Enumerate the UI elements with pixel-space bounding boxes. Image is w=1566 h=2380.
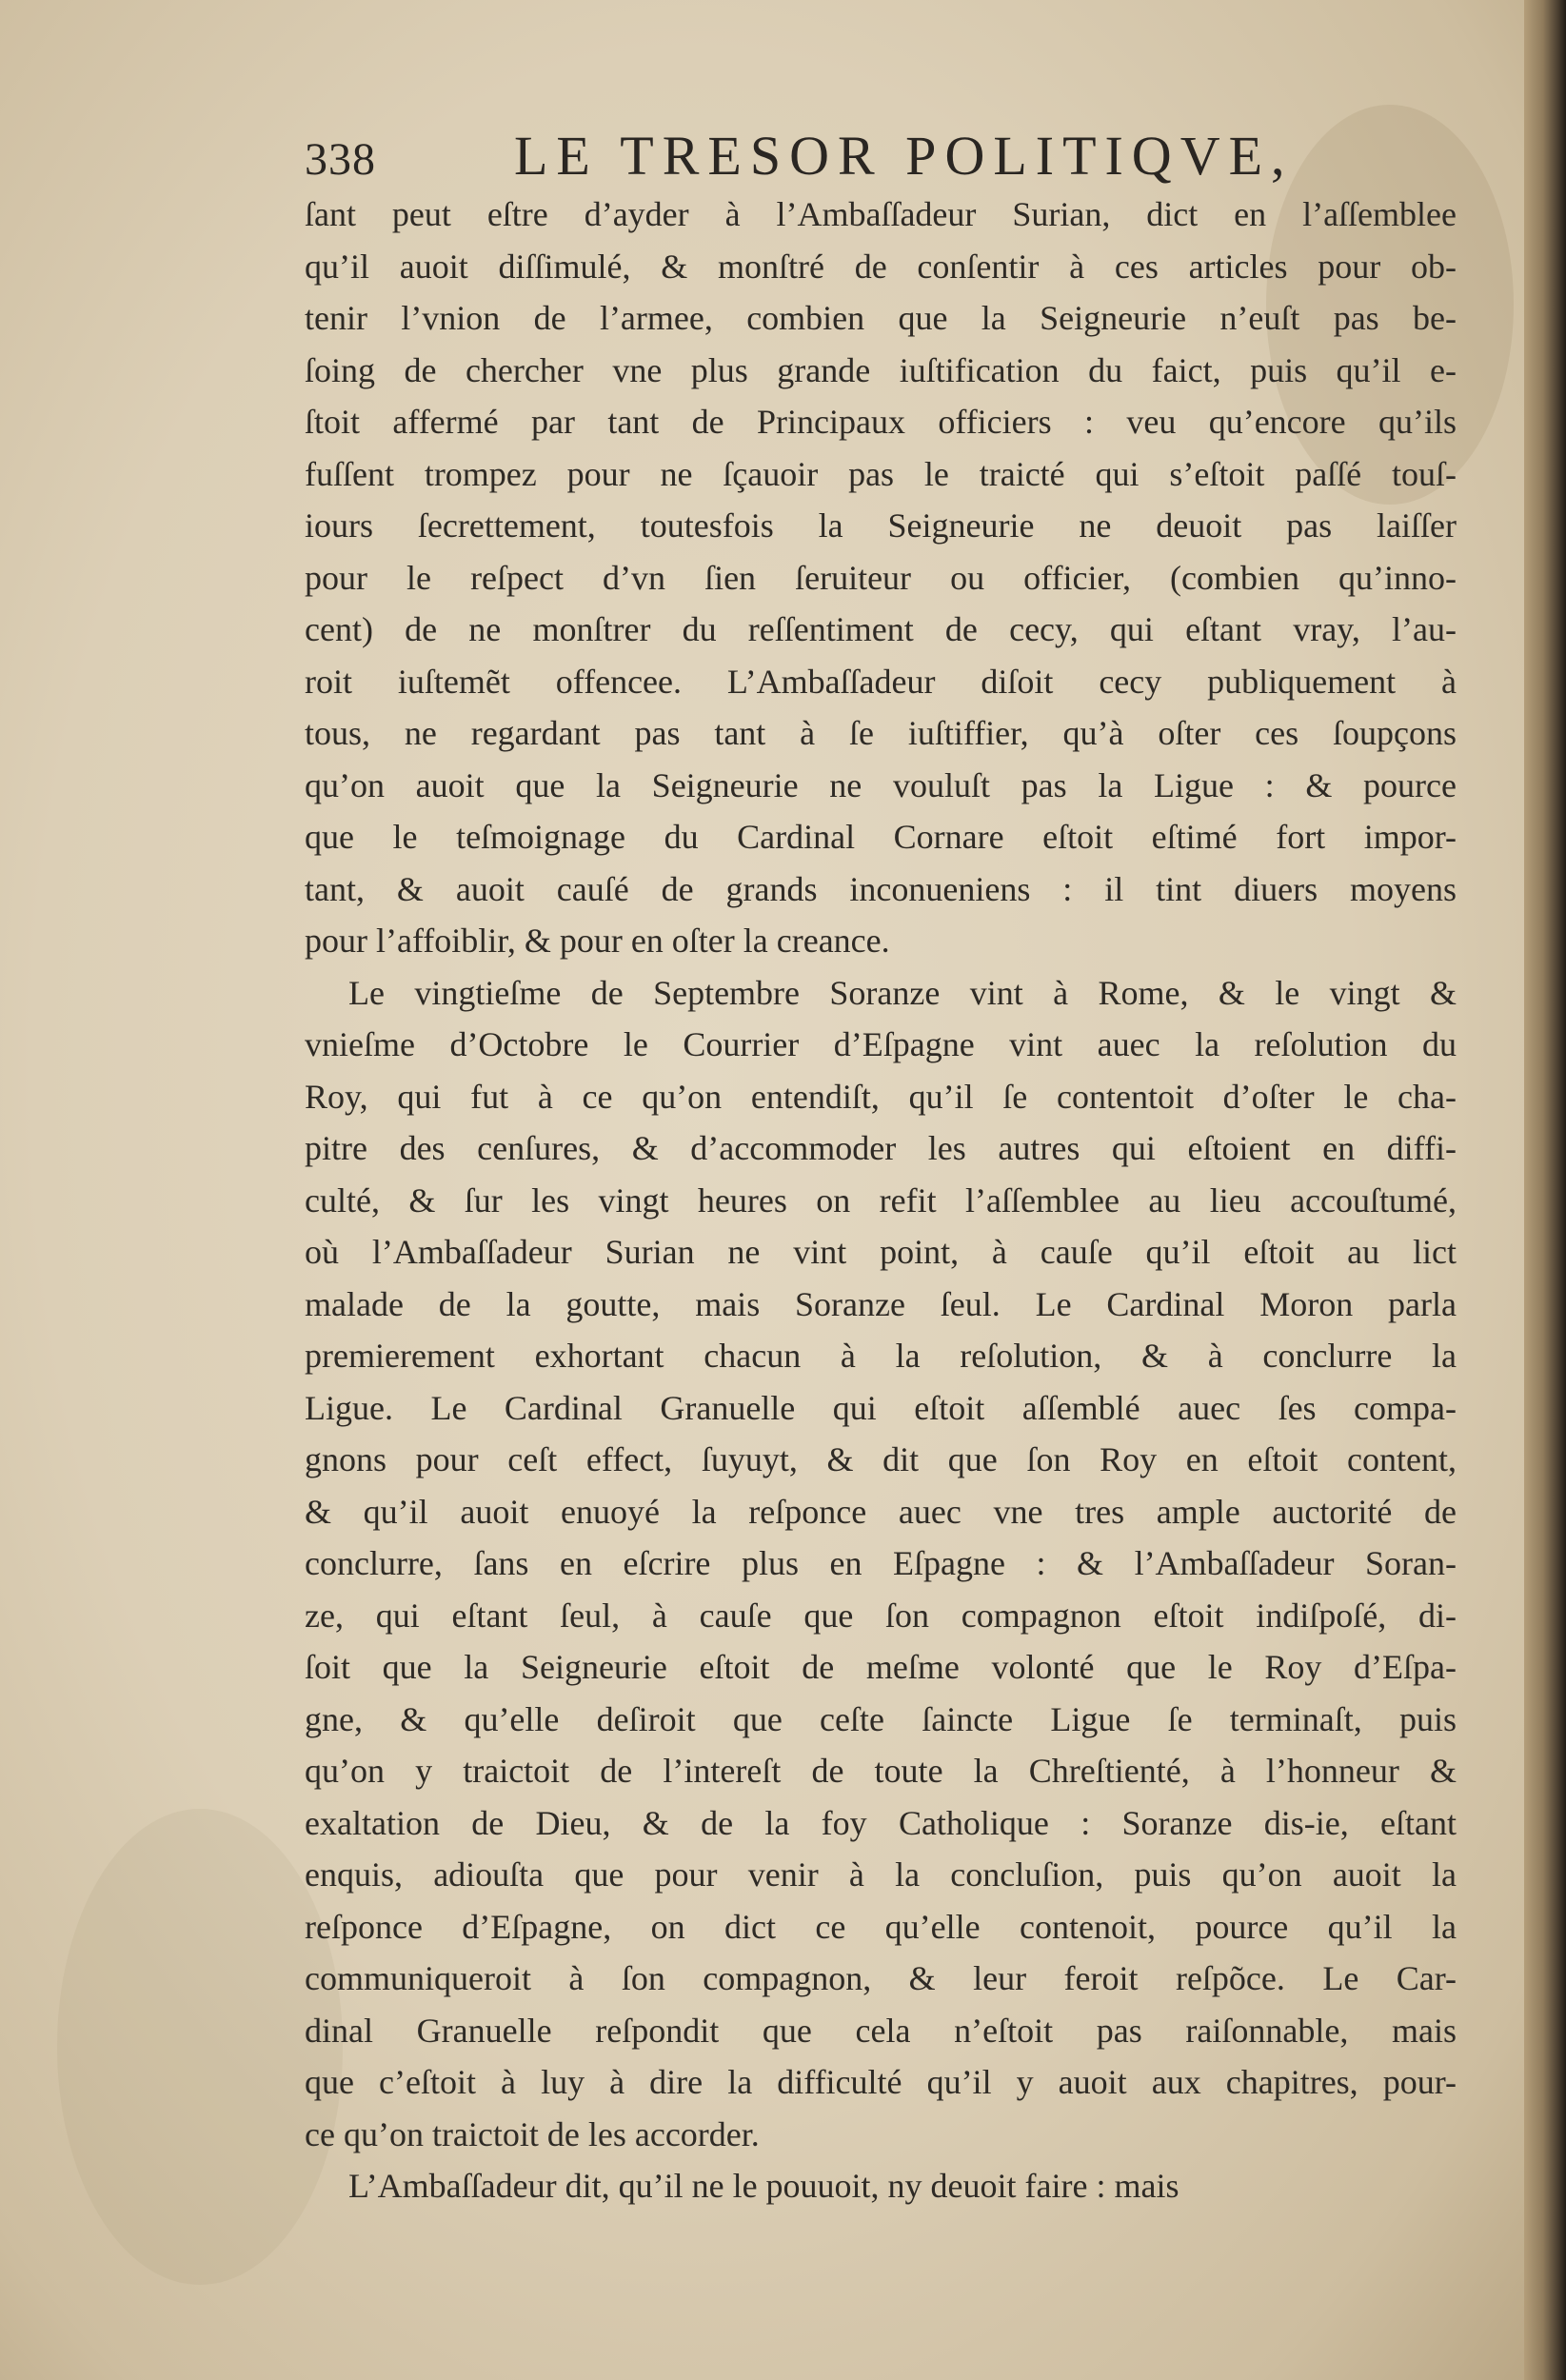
page-header [305, 124, 1371, 190]
text-line: pitre des cenſures, & d’accommoder les autres qui eſtoient en diffi- [305, 1129, 1457, 1167]
text-line: Roy, qui fut à ce qu’on entendiſt, qu’il ſe contentoit d’oſter le cha- [305, 1077, 1457, 1116]
text-line: & qu’il auoit enuoyé la reſponce auec vne tres ample auctorité de [305, 1492, 1457, 1531]
book-spine-shadow [1524, 0, 1566, 2380]
text-line: qu’on y traictoit de l’intereſt de toute la Chreſtienté, à l’honneur & [305, 1752, 1457, 1790]
text-line: où l’Ambaſſadeur Surian ne vint point, à cauſe qu’il eſtoit au lict [305, 1233, 1457, 1271]
text-line: ſant peut eſtre d’ayder à l’Ambaſſadeur Surian, dict en l’aſſemblee [305, 195, 1457, 233]
paper-stain [57, 1809, 343, 2285]
text-line: cent) de ne monſtrer du reſſentiment de cecy, qui eſtant vray, l’au- [305, 610, 1457, 648]
text-line: qu’on auoit que la Seigneurie ne vouluſt pas la Ligue : & pource [305, 765, 1457, 804]
text-line: Ligue. Le Cardinal Granuelle qui eſtoit aſſemblé auec ſes compa- [305, 1388, 1457, 1427]
text-line: gnons pour ceſt effect, ſuyuyt, & dit que ſon Roy en eſtoit content, [305, 1440, 1457, 1478]
text-line: ce qu’on traictoit de les accorder. [305, 2114, 760, 2153]
text-line: culté, & ſur les vingt heures on refit l’aſſemblee au lieu accouſtumé, [305, 1180, 1457, 1220]
text-line: fuſſent trompez pour ne ſçauoir pas le traicté qui s’eſtoit paſſé touſ- [305, 454, 1457, 493]
text-line: roit iuſtemẽt offencee. L’Ambaſſadeur diſoit cecy publiquement à [305, 662, 1457, 701]
text-line: qu’il auoit diſſimulé, & monſtré de conſentir à ces articles pour ob- [305, 247, 1457, 286]
text-line: pour le reſpect d’vn ſien ſeruiteur ou officier, (combien qu’inno- [305, 558, 1457, 597]
text-line: exaltation de Dieu, & de la foy Catholique : Soranze dis-ie, eſtant [305, 1803, 1457, 1842]
text-line: enquis, adiouſta que pour venir à la concluſion, puis qu’on auoit la [305, 1855, 1457, 1894]
text-line: vnieſme d’Octobre le Courrier d’Eſpagne vint auec la reſolution du [305, 1025, 1457, 1063]
text-line: que c’eſtoit à luy à dire la difficulté qu’il y auoit aux chapitres, pour- [305, 2063, 1457, 2101]
text-line: malade de la goutte, mais Soranze ſeul. Le Cardinal Moron parla [305, 1284, 1457, 1323]
text-line: dinal Granuelle reſpondit que cela n’eſtoit pas raiſonnable, mais [305, 2011, 1457, 2050]
text-line: gne, & qu’elle deſiroit que ceſte ſaincte Ligue ſe terminaſt, puis [305, 1699, 1457, 1738]
text-line: tous, ne regardant pas tant à ſe iuſtiffier, qu’à oſter ces ſoupçons [305, 714, 1457, 752]
text-line: iours ſecrettement, toutesfois la Seigneurie ne deuoit pas laiſſer [305, 506, 1457, 545]
text-line: tant, & auoit cauſé de grands inconueniens : il tint diuers moyens [305, 869, 1457, 908]
text-line: ſtoit affermé par tant de Principaux officiers : veu qu’encore qu’ils [305, 403, 1457, 441]
text-line: premierement exhortant chacun à la reſolution, & à conclurre la [305, 1337, 1457, 1375]
text-line: conclurre, ſans en eſcrire plus en Eſpagne : & l’Ambaſſadeur Soran- [305, 1544, 1457, 1582]
text-line: pour l’affoiblir, & pour en oſter la creance. [305, 922, 890, 960]
paragraph-start-line: L’Ambaſſadeur dit, qu’il ne le pouuoit, ny deuoit faire : mais [348, 2167, 1179, 2205]
page-number: 338 [305, 134, 376, 185]
text-line: reſponce d’Eſpagne, on dict ce qu’elle contenoit, pource qu’il la [305, 1907, 1457, 1946]
paragraph-start-line: Le vingtieſme de Septembre Soranze vint à Rome, & le vingt & [348, 973, 1457, 1012]
text-line: ſoing de chercher vne plus grande iuſtification du faict, puis qu’il e- [305, 350, 1457, 389]
running-title: LE TRESOR POLITIQVE, [514, 125, 1294, 187]
text-line: ſoit que la Seigneurie eſtoit de meſme volonté que le Roy d’Eſpa- [305, 1648, 1457, 1686]
text-line: tenir l’vnion de l’armee, combien que la Seigneurie n’euſt pas be- [305, 299, 1457, 337]
text-line: que le teſmoignage du Cardinal Cornare eſtoit eſtimé fort impor- [305, 818, 1457, 856]
text-line: ze, qui eſtant ſeul, à cauſe que ſon compagnon eſtoit indiſpoſé, di- [305, 1596, 1457, 1635]
text-line: communiqueroit à ſon compagnon, & leur feroit reſpõce. Le Car- [305, 1959, 1457, 1997]
body-text [305, 188, 1457, 2212]
